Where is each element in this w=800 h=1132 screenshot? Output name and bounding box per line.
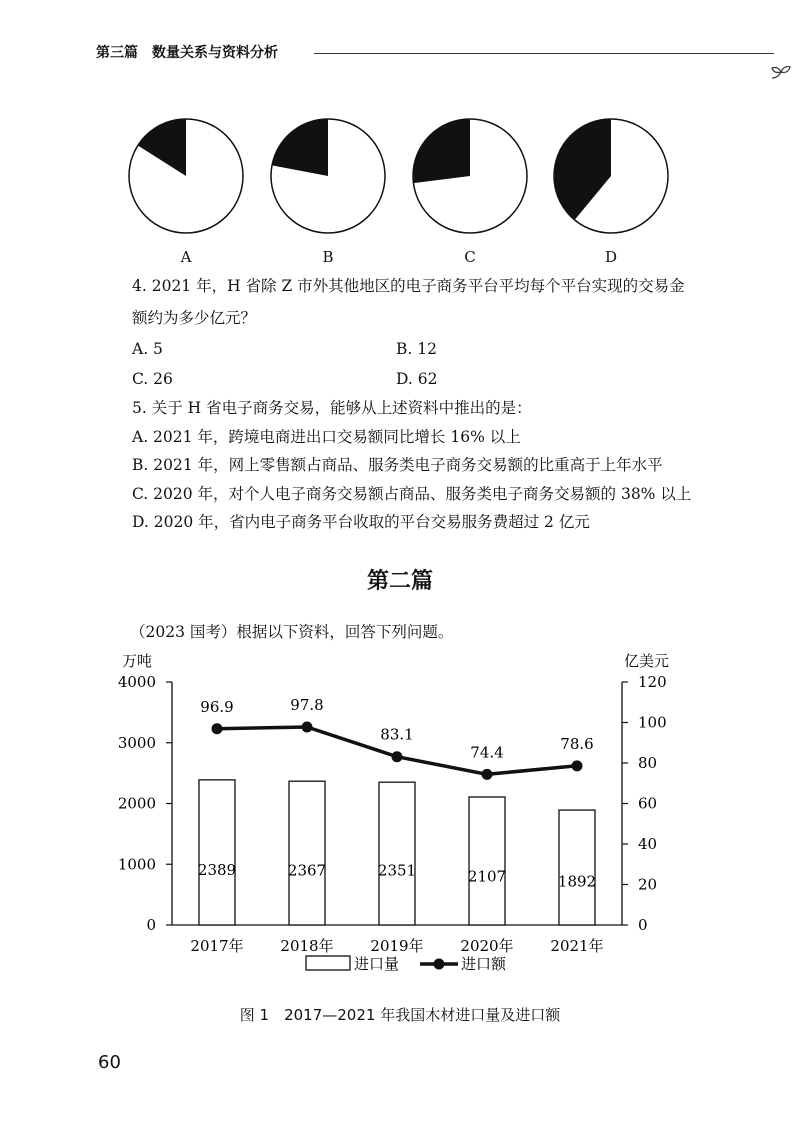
q5-option-d: D. 2020 年，省内电子商务平台收取的平台交易服务费超过 2 亿元 bbox=[132, 513, 590, 531]
header-rule bbox=[314, 53, 774, 54]
line-value-label: 78.6 bbox=[560, 734, 594, 753]
q5-option-a: A. 2021 年，跨境电商进出口交易额同比增长 16% 以上 bbox=[132, 428, 521, 446]
legend-bar-label: 进口量 bbox=[354, 955, 400, 973]
right-tick-label: 60 bbox=[638, 794, 658, 813]
pie-label-b: B bbox=[322, 248, 334, 266]
right-axis-unit: 亿美元 bbox=[624, 652, 670, 670]
bar bbox=[289, 781, 325, 925]
left-axis-unit: 万吨 bbox=[122, 652, 153, 670]
pie-label-d: D bbox=[604, 248, 618, 266]
q4-option-a: A. 5 bbox=[132, 340, 163, 358]
q4-option-b: B. 12 bbox=[396, 340, 437, 358]
line-point bbox=[302, 721, 313, 732]
bar bbox=[199, 780, 235, 925]
bar-value-label: 2351 bbox=[377, 861, 417, 880]
right-tick-label: 40 bbox=[638, 835, 658, 853]
left-tick-label: 3000 bbox=[117, 733, 156, 752]
left-tick-label: 2000 bbox=[117, 794, 156, 813]
pie-chart-a bbox=[126, 116, 246, 236]
q5-option-c: C. 2020 年，对个人电子商务交易额占商品、服务类电子商务交易额的 38% 以上 bbox=[132, 485, 692, 503]
pie-chart-d bbox=[551, 116, 671, 236]
right-tick-label: 120 bbox=[638, 673, 667, 691]
line-value-label: 83.1 bbox=[380, 725, 414, 744]
right-tick-label: 100 bbox=[638, 713, 667, 732]
legend-line-marker bbox=[434, 959, 445, 970]
line-value-label: 74.4 bbox=[470, 743, 504, 762]
page-number: 60 bbox=[98, 1052, 121, 1073]
intro-text: （2023 国考）根据以下资料，回答下列问题。 bbox=[130, 623, 454, 641]
pie-chart-b bbox=[268, 116, 388, 236]
q5-stem: 5. 关于 H 省电子商务交易，能够从上述资料中推出的是： bbox=[132, 399, 532, 417]
pie-label-a: A bbox=[180, 248, 192, 266]
right-tick-label: 80 bbox=[638, 754, 658, 772]
left-tick-label: 1000 bbox=[117, 855, 156, 874]
x-tick-label: 2017年 bbox=[190, 937, 244, 955]
left-tick-label: 0 bbox=[146, 916, 156, 934]
line-point bbox=[572, 760, 583, 771]
legend-line-label: 进口额 bbox=[461, 955, 507, 973]
bar-value-label: 1892 bbox=[557, 872, 597, 891]
legend-bar-swatch bbox=[306, 956, 350, 970]
x-tick-label: 2019年 bbox=[370, 937, 424, 955]
import-chart bbox=[0, 640, 800, 1000]
line-point bbox=[212, 723, 223, 734]
q4-option-c: C. 26 bbox=[132, 370, 173, 388]
sprout-icon bbox=[768, 64, 794, 86]
right-tick-label: 20 bbox=[638, 875, 658, 894]
line-value-label: 96.9 bbox=[200, 697, 234, 716]
q5-option-b: B. 2021 年，网上零售额占商品、服务类电子商务交易额的比重高于上年水平 bbox=[132, 456, 663, 474]
q4-stem-line2: 额约为多少亿元？ bbox=[132, 309, 257, 327]
bar-value-label: 2389 bbox=[197, 860, 237, 879]
line-point bbox=[392, 751, 403, 762]
bar bbox=[469, 797, 505, 925]
header-title: 第三篇 数量关系与资料分析 bbox=[96, 45, 278, 61]
pie-options bbox=[0, 110, 800, 270]
x-tick-label: 2018年 bbox=[280, 937, 334, 955]
pie-chart-c bbox=[410, 116, 530, 236]
q4-stem-line1: 4. 2021 年，H 省除 Z 市外其他地区的电子商务平台平均每个平台实现的交易金 bbox=[132, 277, 685, 295]
bar bbox=[379, 782, 415, 925]
pie-wedge bbox=[413, 119, 470, 183]
q4-option-d: D. 62 bbox=[396, 370, 438, 388]
bar-value-label: 2367 bbox=[287, 861, 327, 880]
x-tick-label: 2020年 bbox=[460, 937, 514, 955]
pie-label-c: C bbox=[464, 248, 476, 266]
x-tick-label: 2021年 bbox=[550, 937, 604, 955]
chart-caption: 图 1 2017—2021 年我国木材进口量及进口额 bbox=[239, 1006, 561, 1024]
bar bbox=[559, 810, 595, 925]
right-tick-label: 0 bbox=[638, 916, 648, 934]
bar-value-label: 2107 bbox=[467, 867, 507, 886]
line-value-label: 97.8 bbox=[290, 695, 324, 714]
line-point bbox=[482, 769, 493, 780]
left-tick-label: 4000 bbox=[117, 673, 156, 691]
section-title: 第二篇 bbox=[366, 568, 433, 594]
page-header bbox=[96, 36, 696, 66]
